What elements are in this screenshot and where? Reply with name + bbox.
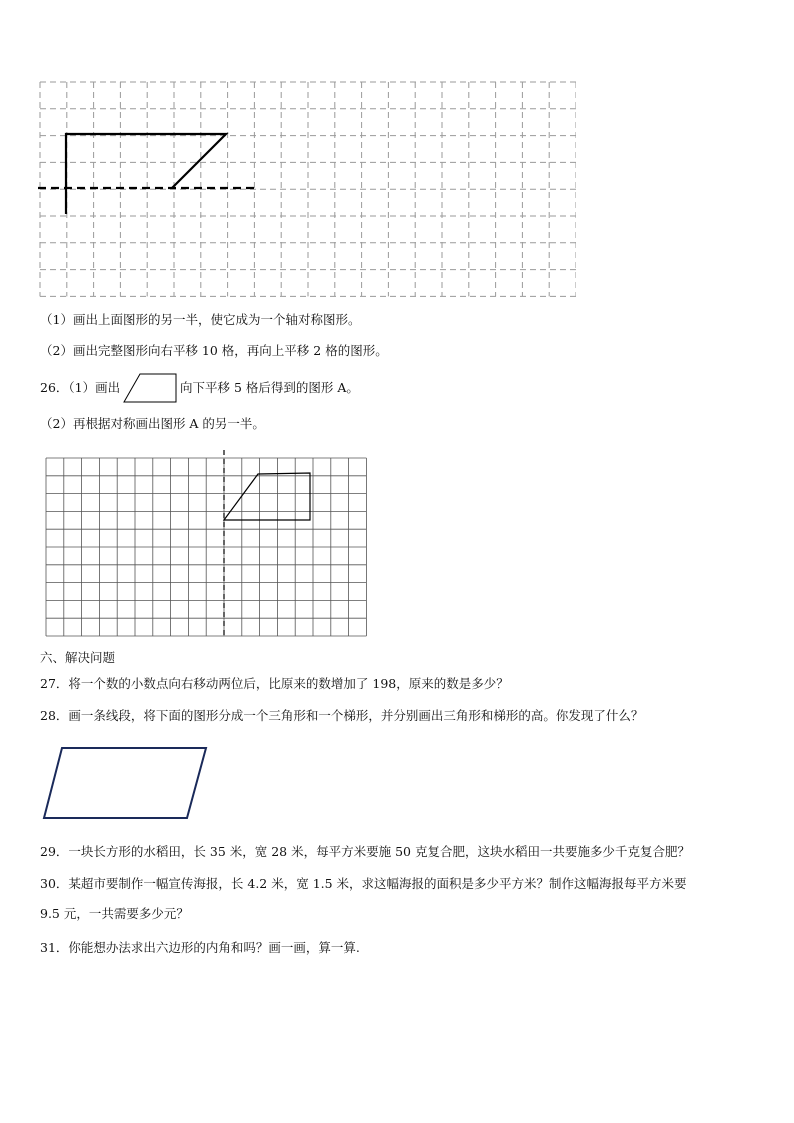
q30-line1: 30．某超市要制作一幅宣传海报，长 4.2 米，宽 1.5 米，求这幅海报的面积是多少平方米？制作这幅海报每平方米要 bbox=[40, 876, 687, 891]
q25-grid-figure bbox=[36, 80, 576, 300]
q26-parallelogram-icon bbox=[122, 372, 178, 404]
q28-parallelogram bbox=[44, 748, 206, 818]
q25-grid-svg bbox=[36, 80, 576, 300]
q28-parallelogram-figure bbox=[40, 744, 212, 822]
q27: 27．将一个数的小数点向右移动两位后，比原来的数增加了 198，原来的数是多少？ bbox=[40, 676, 509, 691]
q25-half-shape bbox=[66, 134, 226, 214]
q26-grid-figure bbox=[44, 448, 368, 640]
section-six-heading: 六、解决问题 bbox=[40, 650, 116, 665]
q25-part1: （1）画出上面图形的另一半，使它成为一个轴对称图形。 bbox=[40, 312, 361, 327]
q30-line2: 9.5 元，一共需要多少元？ bbox=[40, 906, 189, 921]
q26-solid-grid bbox=[46, 458, 366, 636]
q25-part2: （2）画出完整图形向右平移 10 格，再向上平移 2 格的图形。 bbox=[40, 343, 388, 358]
q25-dashed-grid bbox=[40, 82, 576, 296]
q26-part2: （2）再根据对称画出图形 A 的另一半。 bbox=[40, 416, 265, 431]
q29: 29．一块长方形的水稻田，长 35 米，宽 28 米，每平方米要施 50 克复合肥，这块水稻田一共要施多少千克复合肥？ bbox=[40, 844, 690, 859]
q26-grid-svg bbox=[44, 448, 368, 640]
q28: 28．画一条线段，将下面的图形分成一个三角形和一个梯形，并分别画出三角形和梯形的高。你发现了什么？ bbox=[40, 708, 644, 723]
q26-part1-before: 26．（1）画出 bbox=[40, 380, 121, 395]
q31: 31．你能想办法求出六边形的内角和吗？画一画，算一算. bbox=[40, 940, 360, 955]
q26-part1-after: 向下平移 5 格后得到的图形 A。 bbox=[180, 380, 359, 395]
q26-shape bbox=[224, 473, 310, 520]
